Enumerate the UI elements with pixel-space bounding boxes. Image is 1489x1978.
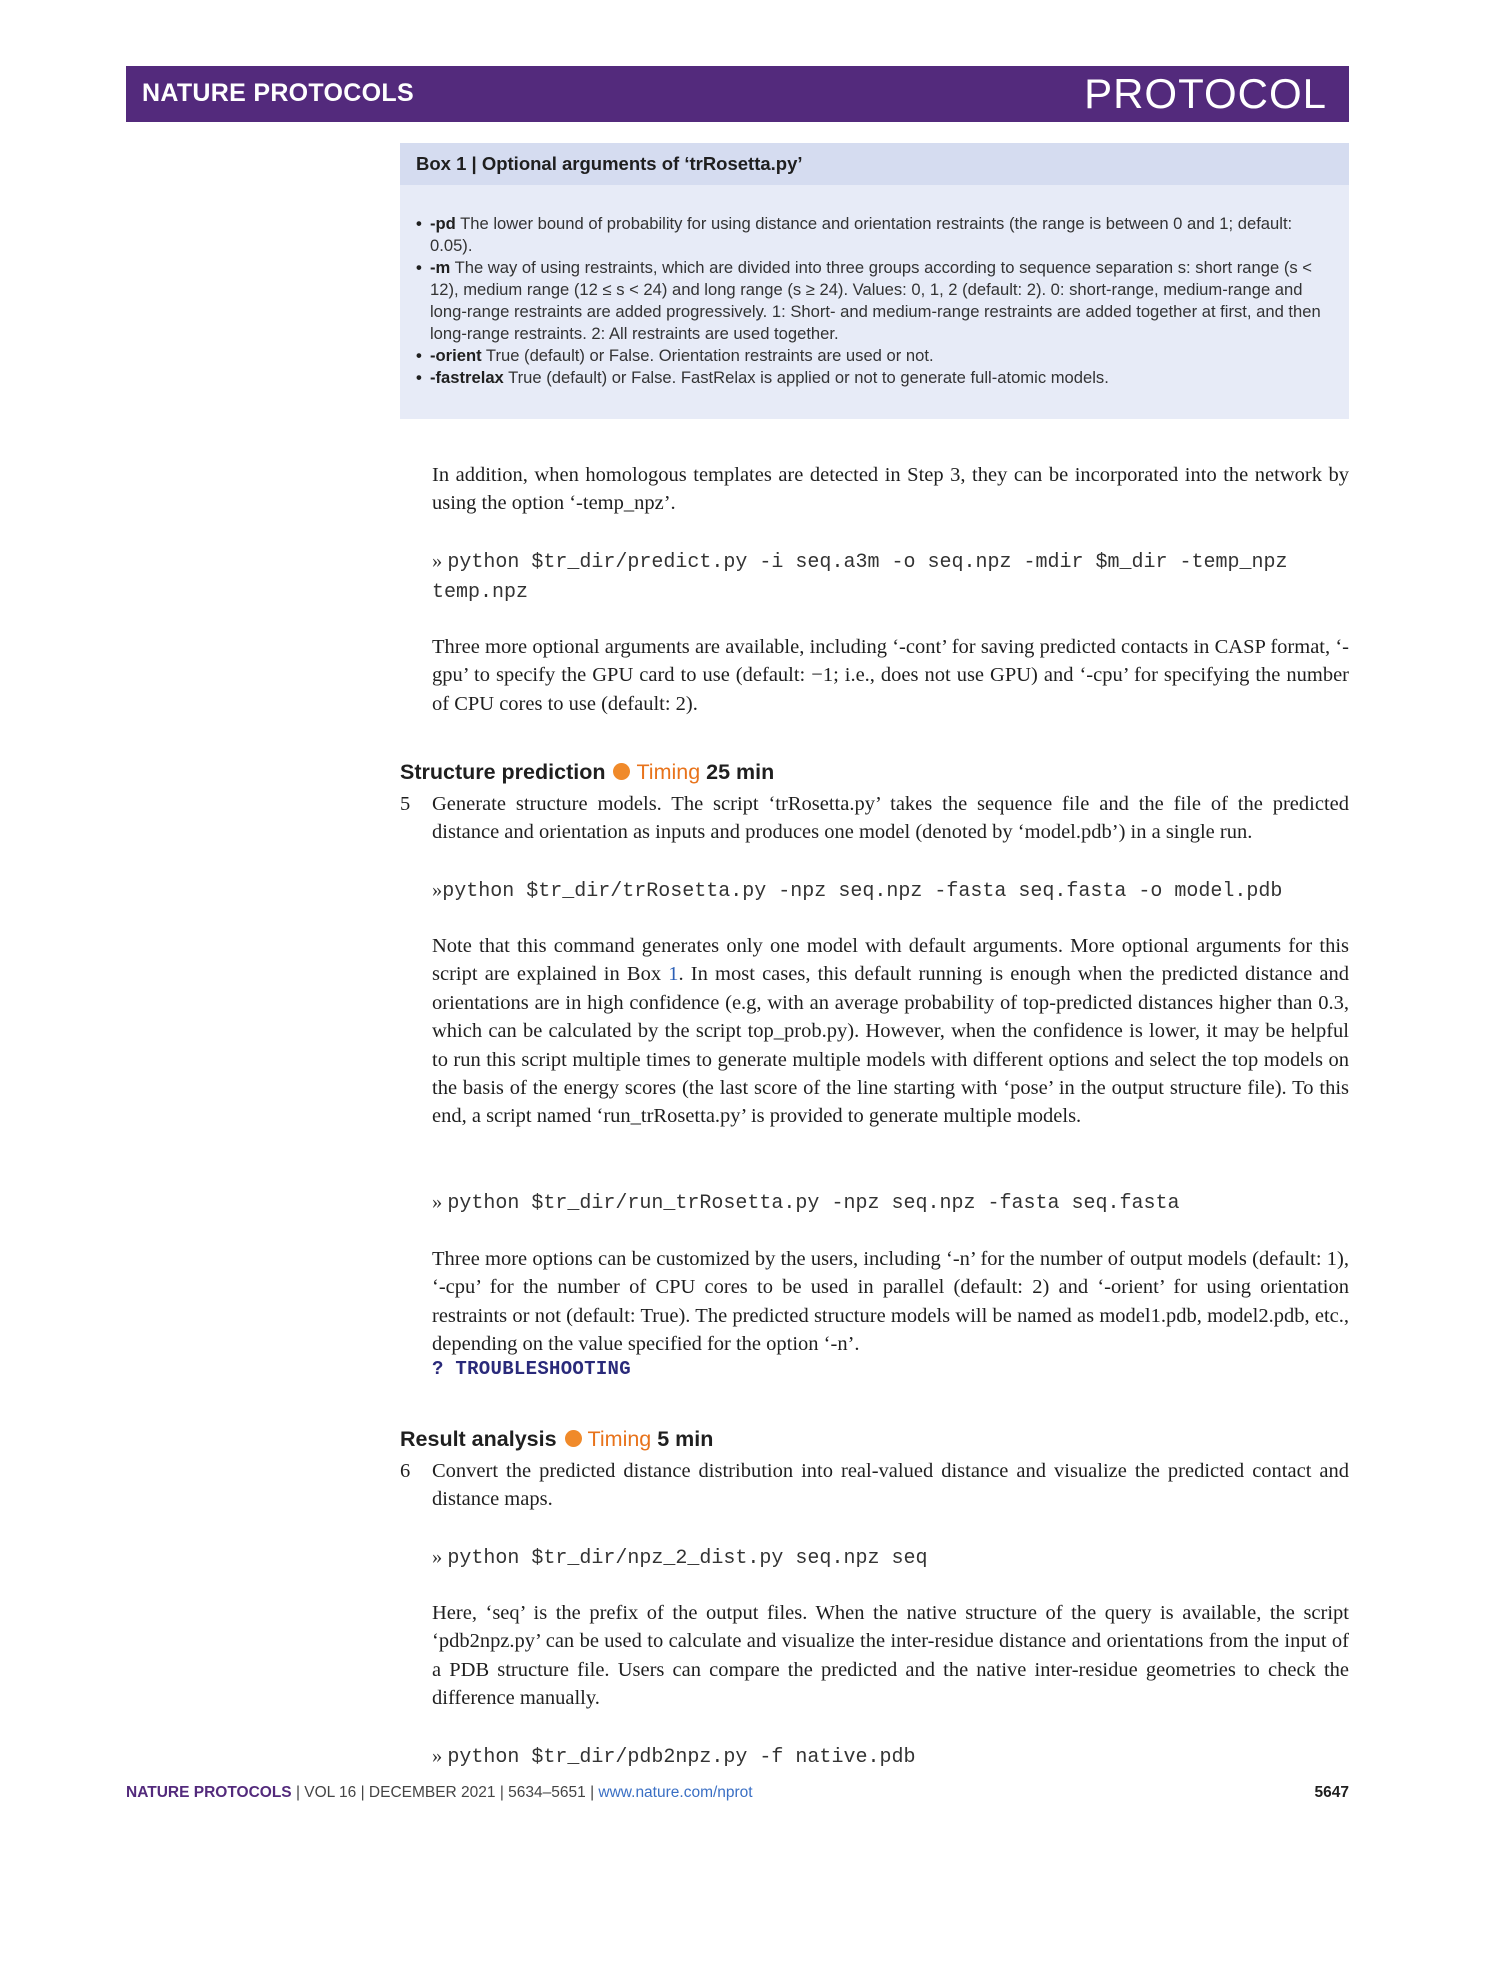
page-number: 5647 [1314, 1784, 1349, 1801]
command-prompt: » [432, 879, 443, 901]
paragraph-templates: In addition, when homologous templates are detected in Step 3, they can be incorporated into the network by using the option ‘-temp_npz’. [432, 464, 1349, 515]
timing-dot-icon [565, 1430, 582, 1447]
command-prompt: » [432, 550, 448, 572]
argument-description: The way of using restraints, which are divided into three groups according to sequence separation s: short range (s < 12), medium range (12 ≤ s < 24) and long range (s ≥ 24). Values: 0, 1, 2 (default: 2). 0: short-range, medium-range and long-range restraints are added progressively. 1: Short- and medium-range restraints are added together at first, and then long-range restraints. 2: All restraints are used together. [430, 258, 1321, 343]
command-prompt: » [432, 1546, 448, 1568]
timing-label: Timing [587, 1427, 652, 1451]
command-pdb2npz [432, 1742, 1349, 1772]
footer-journal: NATURE PROTOCOLS [126, 1784, 292, 1801]
argument-description: True (default) or False. Orientation restraints are used or not. [481, 346, 934, 365]
step-5 [400, 790, 1349, 847]
troubleshooting-link[interactable]: ? TROUBLESHOOTING [432, 1358, 631, 1380]
journal-name: NATURE PROTOCOLS [142, 79, 414, 107]
command-text: python $tr_dir/run_trRosetta.py -npz seq.npz -fasta seq.fasta [447, 1192, 1180, 1215]
timing-label: Timing [636, 760, 701, 784]
timing-dot-icon [613, 763, 630, 780]
list-item [416, 367, 1333, 389]
box-argument-list [400, 213, 1349, 389]
bullet-icon: • [416, 346, 422, 365]
argument-name: -m [430, 258, 451, 277]
step-number: 6 [400, 1460, 411, 1482]
command-text: python $tr_dir/trRosetta.py -npz seq.npz -fasta seq.fasta -o model.pdb [442, 880, 1283, 903]
article-type: PROTOCOL [1084, 70, 1327, 117]
timing-value: 5 min [657, 1427, 714, 1451]
paragraph-options: Three more options can be customized by the users, including ‘-n’ for the number of output models (default: 1), ‘-cpu’ for the number of CPU cores to be used in parallel (default: 2) and ‘-orient’ for using orientation restraints or not (default: True). The predicted structure models will be named as model1.pdb, model2.pdb, etc., depending on the value specified for the option ‘-n’. [432, 1248, 1349, 1356]
footer-url-link[interactable]: www.nature.com/nprot [598, 1784, 753, 1801]
footer-meta: | VOL 16 | DECEMBER 2021 | 5634–5651 | [291, 1784, 599, 1801]
paragraph-text: . In most cases, this default running is enough when the predicted distance and orientations are in high confidence (e.g, with an average probability of top-predicted distances higher than 0.3, which can be calculated by the script top_prob.py). However, when the confidence is lower, it may be helpful to run this script multiple times to generate multiple models with different options and select the top models on the basis of the energy scores (the last score of the line starting with ‘pose’ in the output structure file). To this end, a script named ‘run_trRosetta.py’ is provided to generate multiple models. [432, 963, 1349, 1128]
page-footer [126, 1784, 1349, 1802]
argument-description: True (default) or False. FastRelax is applied or not to generate full-atomic models. [503, 368, 1109, 387]
paragraph-native-structure: Here, ‘seq’ is the prefix of the output files. When the native structure of the query is available, the script ‘pdb2npz.py’ can be used to calculate and visualize the inter-residue distance and orientations from the input of a PDB structure file. Users can compare the predicted and the native inter-residue geometries to check the difference manually. [432, 1602, 1349, 1710]
section-structure-prediction [400, 760, 774, 785]
command-text: python $tr_dir/pdb2npz.py -f native.pdb [447, 1746, 916, 1769]
list-item [416, 345, 1333, 367]
command-npz-2-dist [432, 1543, 1349, 1573]
argument-name: -orient [430, 346, 482, 365]
step-number: 5 [400, 793, 411, 815]
bullet-icon: • [416, 368, 422, 387]
box-1 [400, 143, 1349, 419]
command-prompt: » [432, 1191, 448, 1213]
command-text: python $tr_dir/npz_2_dist.py seq.npz seq [447, 1547, 928, 1570]
step-6 [400, 1457, 1349, 1514]
bullet-icon: • [416, 214, 422, 233]
step-text: Convert the predicted distance distribution into real-valued distance and visualize the predicted contact and distance maps. [432, 1460, 1349, 1511]
bullet-icon: • [416, 258, 422, 277]
list-item [416, 213, 1333, 257]
section-result-analysis [400, 1427, 713, 1452]
command-text: python $tr_dir/predict.py -i seq.a3m -o seq.npz -mdir $m_dir -temp_npz temp.npz [432, 551, 1288, 605]
timing-value: 25 min [706, 760, 775, 784]
step-text: Generate structure models. The script ‘trRosetta.py’ takes the sequence file and the file of the predicted distance and orientation as inputs and produces one model (denoted by ‘model.pdb’) in a single run. [432, 793, 1349, 844]
section-title: Structure prediction [400, 760, 606, 784]
paragraph-optional-arguments: Three more optional arguments are available, including ‘-cont’ for saving predicted contacts in CASP format, ‘-gpu’ to specify the GPU card to use (default: −1; i.e., does not use GPU) and ‘-cpu’ for specifying the number of CPU cores to use (default: 2). [432, 636, 1349, 715]
paragraph-text: Note that this command generates only one model with default arguments. More optional arguments for this script are explained in Box [432, 935, 1349, 986]
argument-name: -fastrelax [430, 368, 504, 387]
command-trrosetta [432, 876, 1349, 906]
box-reference-link[interactable]: 1 [668, 963, 679, 986]
paragraph-note [432, 932, 1349, 1131]
journal-header [126, 66, 1349, 122]
argument-description: The lower bound of probability for using distance and orientation restraints (the range is between 0 and 1; default: 0.05). [430, 214, 1293, 255]
command-run-trrosetta [432, 1188, 1349, 1218]
section-title: Result analysis [400, 1427, 557, 1451]
command-prompt: » [432, 1745, 448, 1767]
box-title: Box 1 | Optional arguments of ‘trRosetta.py’ [400, 143, 1349, 185]
argument-name: -pd [430, 214, 456, 233]
list-item [416, 257, 1333, 345]
command-predict [432, 547, 1349, 608]
